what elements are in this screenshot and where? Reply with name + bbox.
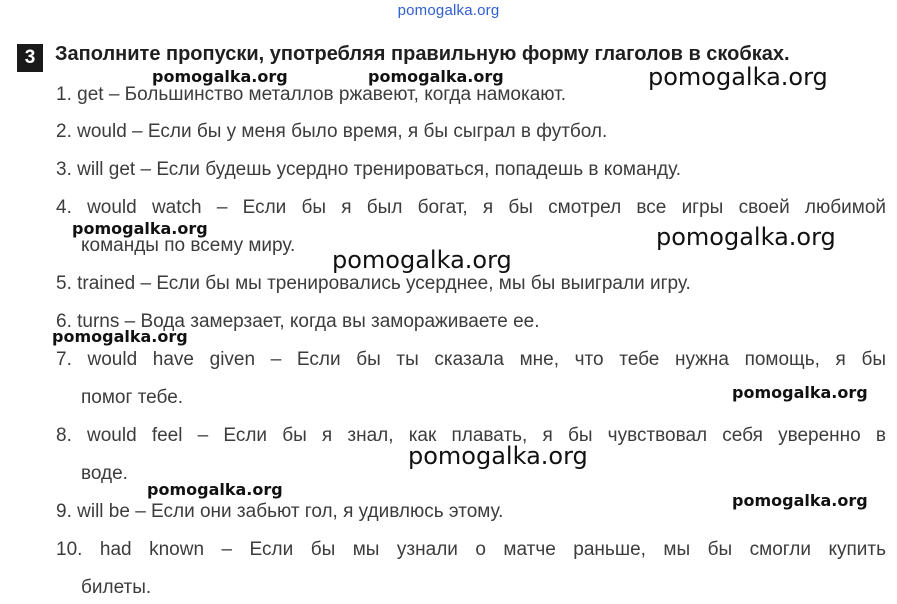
answer-line-1: 1. get – Большинство металлов ржавеют, когда намокают. xyxy=(56,84,566,105)
answer-line-2: 2. would – Если бы у меня было время, я бы сыграл в футбол. xyxy=(56,121,608,142)
exercise-instruction: Заполните пропуски, употребляя правильную форму глаголов в скобках. xyxy=(55,43,790,65)
answer-line-8-cont: воде. xyxy=(81,463,128,484)
answer-line-10: 10. had known – Если бы мы узнали о матче раньше, мы бы смогли купить xyxy=(56,539,886,560)
watermark-text: pomogalka.org xyxy=(408,442,588,470)
watermark-text: pomogalka.org xyxy=(152,67,288,86)
answer-line-7-cont: помог тебе. xyxy=(81,387,184,408)
answer-line-6: 6. turns – Вода замерзает, когда вы замораживаете ее. xyxy=(56,311,540,332)
watermark-text: pomogalka.org xyxy=(656,223,836,251)
answer-line-4: 4. would watch – Если бы я был богат, я бы смотрел все игры своей любимой xyxy=(56,197,886,218)
answer-line-7: 7. would have given – Если бы ты сказала мне, что тебе нужна помощь, я бы xyxy=(56,349,886,370)
answer-line-10-cont: билеты. xyxy=(81,577,152,598)
answer-line-5: 5. trained – Если бы мы тренировались усерднее, мы бы выиграли игру. xyxy=(56,273,691,294)
watermark-text: pomogalka.org xyxy=(732,383,868,402)
watermark-text: pomogalka.org xyxy=(332,246,512,274)
exercise-number-badge: 3 xyxy=(17,44,43,72)
watermark-text: pomogalka.org xyxy=(52,327,188,346)
watermark-text: pomogalka.org xyxy=(368,67,504,86)
top-watermark: pomogalka.org xyxy=(397,2,500,19)
answer-line-3: 3. will get – Если будешь усердно тренироваться, попадешь в команду. xyxy=(56,159,681,180)
watermark-text: pomogalka.org xyxy=(147,480,283,499)
answer-line-9: 9. will be – Если они забьют гол, я удивлюсь этому. xyxy=(56,501,504,522)
watermark-text: pomogalka.org xyxy=(732,491,868,510)
watermark-text: pomogalka.org xyxy=(648,63,828,91)
answer-line-8: 8. would feel – Если бы я знал, как плавать, я бы чувствовал себя уверенно в xyxy=(56,425,886,446)
watermark-text: pomogalka.org xyxy=(72,219,208,238)
answer-line-4-cont: команды по всему миру. xyxy=(81,235,296,256)
